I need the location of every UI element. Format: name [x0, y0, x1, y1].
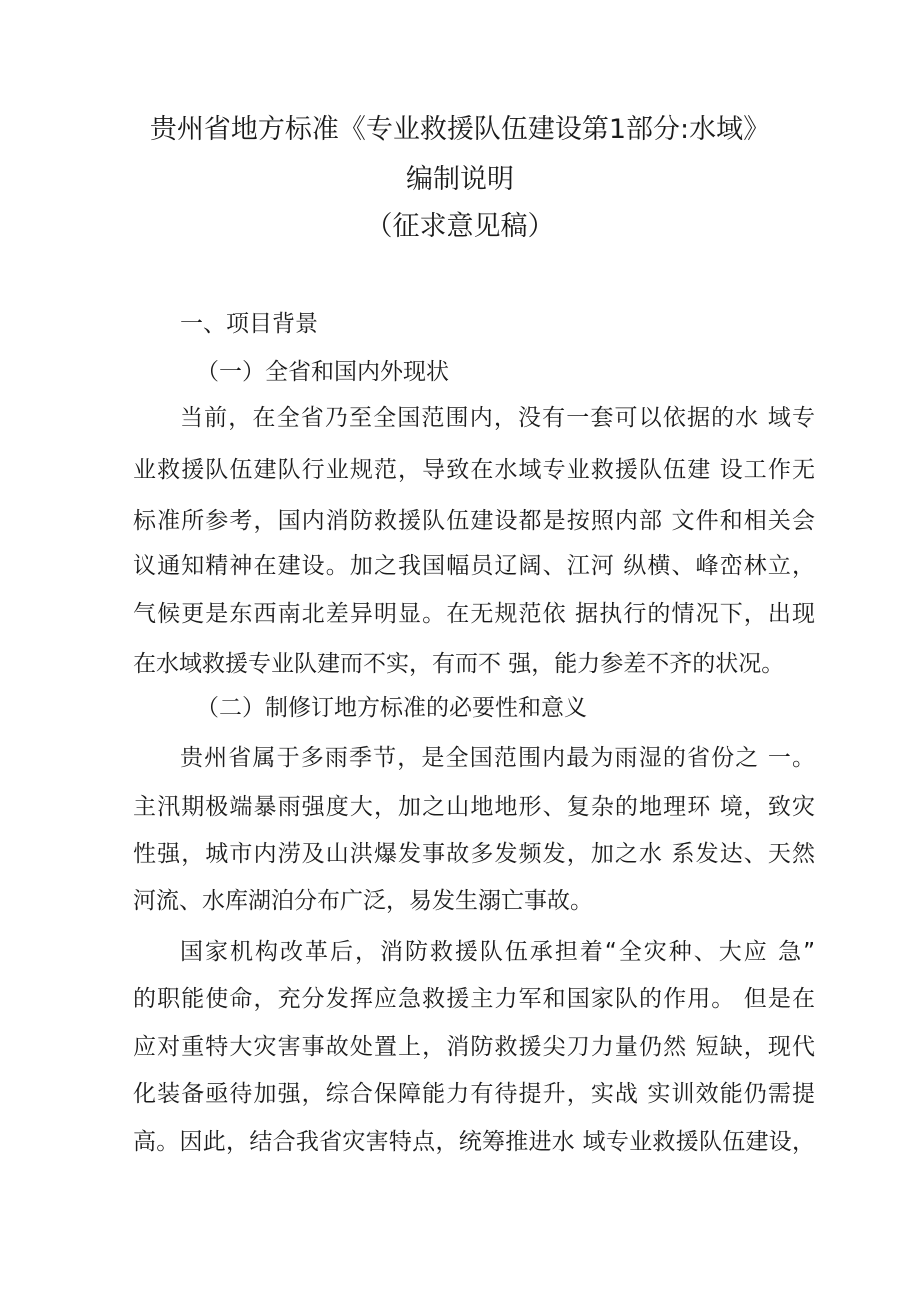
document-title-line-3: （征求意见稿） — [365, 211, 555, 242]
paragraph-1-line: 气候更是东西南北差异明显。在无规范依 据执行的情况下，出现 — [133, 601, 815, 627]
paragraph-2-line: 性强，城市内涝及山洪爆发事故多发频发，加之水 系发达、天然 — [133, 841, 815, 867]
paragraph-3-line: 化装备亟待加强，综合保障能力有待提升，实战 实训效能仍需提 — [133, 1081, 815, 1107]
section-1-heading: 一、项目背景 — [180, 311, 318, 337]
subsection-2-heading: （二）制修订地方标准的必要性和意义 — [196, 695, 587, 721]
paragraph-1-line: 在水域救援专业队建而不实，有而不 强，能力参差不齐的状况。 — [133, 651, 785, 677]
paragraph-2-line: 贵州省属于多雨季节，是全国范围内最为雨湿的省份之 一。 — [180, 745, 815, 771]
paragraph-3-line: 应对重特大灾害事故处置上，消防救援尖刀力量仍然 短缺，现代 — [133, 1034, 815, 1060]
paragraph-2-line: 河流、水库湖泊分布广泛，易发生溺亡事故。 — [133, 888, 593, 914]
paragraph-3-line: 高。因此，结合我省灾害特点，统筹推进水 域专业救援队伍建设， — [133, 1129, 815, 1155]
paragraph-1-line: 业救援队伍建队行业规范，导致在水域专业救援队伍建 设工作无 — [133, 457, 815, 483]
paragraph-2-line: 主汛期极端暴雨强度大，加之山地地形、复杂的地理环 境，致灾 — [133, 794, 815, 820]
paragraph-1-line: 当前，在全省乃至全国范围内，没有一套可以依据的水 域专 — [180, 405, 815, 431]
paragraph-3-line: 国家机构改革后，消防救援队伍承担着“全灾种、大应 急” — [180, 939, 815, 965]
document-title-line-1: 贵州省地方标准《专业救援队伍建设第1部分:水域》 — [149, 114, 771, 145]
subsection-1-heading: （一）全省和国内外现状 — [196, 359, 449, 385]
paragraph-3-line: 的职能使命，充分发挥应急救援主力军和国家队的作用。 但是在 — [133, 986, 815, 1012]
paragraph-1-line: 标准所参考，国内消防救援队伍建设都是按照内部 文件和相关会 — [133, 508, 815, 534]
paragraph-1-line: 议通知精神在建设。加之我国幅员辽阔、江河 纵横、峰峦林立， — [133, 553, 815, 579]
document-title-line-2: 编制说明 — [406, 164, 514, 195]
